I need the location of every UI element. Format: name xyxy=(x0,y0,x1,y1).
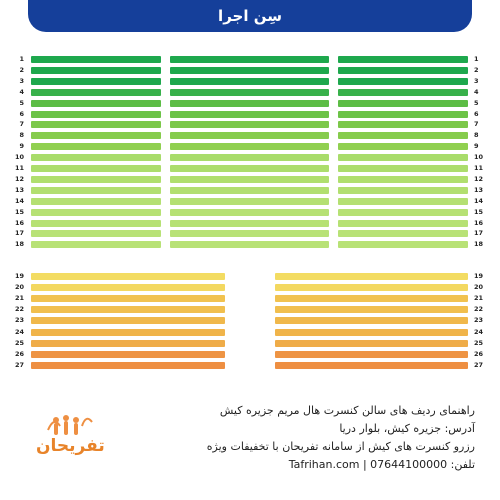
tafrihan-logo xyxy=(34,412,114,464)
seat-row-2-top-2[interactable] xyxy=(170,67,329,74)
row-number-left: 6 xyxy=(19,109,24,118)
seat-row-20-bottom-2[interactable] xyxy=(275,284,468,291)
info-block xyxy=(115,402,475,474)
seat-row-17-top-2[interactable] xyxy=(170,230,329,237)
row-number-left: 8 xyxy=(19,131,24,140)
seat-row-7-top-2[interactable] xyxy=(170,121,329,128)
seat-row-27-bottom-1[interactable] xyxy=(31,362,225,369)
seat-row-1-top-2[interactable] xyxy=(170,56,329,63)
seat-row-17-top-3[interactable] xyxy=(338,230,468,237)
seat-row-22-bottom-2[interactable] xyxy=(275,306,468,313)
row-number-right: 15 xyxy=(474,207,484,216)
seat-row-14-top-1[interactable] xyxy=(31,198,161,205)
row-number-left: 10 xyxy=(14,153,24,162)
row-number-right: 4 xyxy=(474,87,479,96)
seat-row-16-top-3[interactable] xyxy=(338,220,468,227)
seat-row-1-top-3[interactable] xyxy=(338,56,468,63)
row-number-left: 5 xyxy=(19,98,24,107)
row-number-left: 27 xyxy=(14,360,24,369)
row-number-left: 23 xyxy=(14,316,24,325)
row-number-right: 8 xyxy=(474,131,479,140)
seat-row-24-bottom-1[interactable] xyxy=(31,329,225,336)
seat-row-6-top-2[interactable] xyxy=(170,111,329,118)
row-number-left: 16 xyxy=(14,218,24,227)
row-number-right: 11 xyxy=(474,164,484,172)
seat-row-7-top-3[interactable] xyxy=(338,121,468,128)
seat-row-18-top-3[interactable] xyxy=(338,241,468,248)
seat-row-11-top-3[interactable] xyxy=(338,165,468,172)
row-number-right: 26 xyxy=(474,349,484,358)
row-number-right: 9 xyxy=(474,142,479,151)
seat-row-25-bottom-1[interactable] xyxy=(31,340,225,347)
row-number-left: 2 xyxy=(19,65,24,74)
row-number-right: 22 xyxy=(474,305,484,314)
seat-row-11-top-1[interactable] xyxy=(31,165,161,172)
row-number-right: 2 xyxy=(474,65,479,74)
row-number-right: 21 xyxy=(474,294,484,303)
seat-row-5-top-2[interactable] xyxy=(170,100,329,107)
seat-row-9-top-2[interactable] xyxy=(170,143,329,150)
seat-row-3-top-1[interactable] xyxy=(31,78,161,85)
row-number-right: 5 xyxy=(474,98,479,107)
info-line-title: راهنمای ردیف های سالن کنسرت هال مریم جزیره کیش xyxy=(219,404,475,417)
seat-row-14-top-2[interactable] xyxy=(170,198,329,205)
seat-row-19-bottom-2[interactable] xyxy=(275,273,468,280)
row-number-right: 14 xyxy=(474,196,484,205)
info-line-booking: رزرو کنسرت های کیش از سامانه تفریحان با تخفیفات ویژه xyxy=(206,440,475,453)
seat-row-5-top-1[interactable] xyxy=(31,100,161,107)
seat-row-27-bottom-2[interactable] xyxy=(275,362,468,369)
seat-row-7-top-1[interactable] xyxy=(31,121,161,128)
row-number-left: 19 xyxy=(14,272,24,280)
seat-row-26-bottom-1[interactable] xyxy=(31,351,225,358)
seat-row-13-top-3[interactable] xyxy=(338,187,468,194)
seat-row-18-top-2[interactable] xyxy=(170,241,329,248)
seat-row-26-bottom-2[interactable] xyxy=(275,351,468,358)
seat-row-16-top-2[interactable] xyxy=(170,220,329,227)
row-number-left: 25 xyxy=(14,338,24,347)
stage-label: سِن اجرا xyxy=(218,7,282,25)
seat-row-4-top-3[interactable] xyxy=(338,89,468,96)
row-number-left: 18 xyxy=(14,240,24,249)
seat-row-9-top-3[interactable] xyxy=(338,143,468,150)
seat-row-2-top-1[interactable] xyxy=(31,67,161,74)
row-number-right: 7 xyxy=(474,120,479,129)
info-line-address: آدرس: جزیره کیش، بلوار دریا xyxy=(339,422,475,435)
seat-row-10-top-2[interactable] xyxy=(170,154,329,161)
row-number-left: 3 xyxy=(19,76,24,85)
seat-row-21-bottom-1[interactable] xyxy=(31,295,225,302)
seat-row-17-top-1[interactable] xyxy=(31,230,161,237)
seat-row-24-bottom-2[interactable] xyxy=(275,329,468,336)
logo-text: تفریحان xyxy=(36,436,105,456)
row-number-right: 25 xyxy=(474,338,484,347)
seat-row-6-top-1[interactable] xyxy=(31,111,161,118)
row-number-left: 24 xyxy=(14,327,24,336)
row-number-right: 10 xyxy=(474,153,484,162)
seat-row-14-top-3[interactable] xyxy=(338,198,468,205)
row-number-right: 19 xyxy=(474,272,484,280)
seat-row-1-top-1[interactable] xyxy=(31,56,161,63)
seat-row-2-top-3[interactable] xyxy=(338,67,468,74)
seat-row-20-bottom-1[interactable] xyxy=(31,284,225,291)
seat-row-13-top-1[interactable] xyxy=(31,187,161,194)
seat-row-15-top-2[interactable] xyxy=(170,209,329,216)
row-number-right: 12 xyxy=(474,174,484,183)
seat-row-21-bottom-2[interactable] xyxy=(275,295,468,302)
seat-row-12-top-3[interactable] xyxy=(338,176,468,183)
seat-row-8-top-2[interactable] xyxy=(170,132,329,139)
seat-row-11-top-2[interactable] xyxy=(170,165,329,172)
row-number-right: 23 xyxy=(474,316,484,325)
row-number-left: 1 xyxy=(19,55,24,63)
row-number-left: 20 xyxy=(14,283,24,292)
row-number-right: 13 xyxy=(474,185,484,194)
seat-row-12-top-1[interactable] xyxy=(31,176,161,183)
row-number-right: 16 xyxy=(474,218,484,227)
seat-row-3-top-3[interactable] xyxy=(338,78,468,85)
seat-row-8-top-3[interactable] xyxy=(338,132,468,139)
row-number-left: 9 xyxy=(19,142,24,151)
seat-row-10-top-3[interactable] xyxy=(338,154,468,161)
row-number-right: 3 xyxy=(474,76,479,85)
seat-row-19-bottom-1[interactable] xyxy=(31,273,225,280)
seat-row-9-top-1[interactable] xyxy=(31,143,161,150)
stage-banner xyxy=(28,0,472,32)
seat-row-4-top-1[interactable] xyxy=(31,89,161,96)
seat-row-8-top-1[interactable] xyxy=(31,132,161,139)
row-number-right: 18 xyxy=(474,240,484,249)
seat-row-18-top-1[interactable] xyxy=(31,241,161,248)
row-number-left: 4 xyxy=(19,87,24,96)
row-number-right: 17 xyxy=(474,229,484,238)
seat-row-16-top-1[interactable] xyxy=(31,220,161,227)
seat-row-13-top-2[interactable] xyxy=(170,187,329,194)
row-number-right: 6 xyxy=(474,109,479,118)
seat-row-3-top-2[interactable] xyxy=(170,78,329,85)
seat-row-4-top-2[interactable] xyxy=(170,89,329,96)
row-number-right: 1 xyxy=(474,55,479,63)
row-number-left: 12 xyxy=(14,174,24,183)
seat-row-25-bottom-2[interactable] xyxy=(275,340,468,347)
seat-row-12-top-2[interactable] xyxy=(170,176,329,183)
seat-row-22-bottom-1[interactable] xyxy=(31,306,225,313)
seat-row-6-top-3[interactable] xyxy=(338,111,468,118)
row-number-left: 7 xyxy=(19,120,24,129)
row-number-right: 27 xyxy=(474,360,484,369)
seat-row-15-top-1[interactable] xyxy=(31,209,161,216)
row-number-left: 17 xyxy=(14,229,24,238)
row-number-left: 15 xyxy=(14,207,24,216)
row-number-left: 13 xyxy=(14,185,24,194)
row-number-left: 14 xyxy=(14,196,24,205)
row-number-right: 24 xyxy=(474,327,484,336)
seat-row-23-bottom-1[interactable] xyxy=(31,317,225,324)
row-number-left: 21 xyxy=(14,294,24,303)
seat-row-10-top-1[interactable] xyxy=(31,154,161,161)
row-number-right: 20 xyxy=(474,283,484,292)
row-number-left: 26 xyxy=(14,349,24,358)
seat-row-23-bottom-2[interactable] xyxy=(275,317,468,324)
seat-row-15-top-3[interactable] xyxy=(338,209,468,216)
info-line-contact: تلفن: 07644100000 | Tafrihan.com xyxy=(288,458,475,471)
seat-row-5-top-3[interactable] xyxy=(338,100,468,107)
row-number-left: 22 xyxy=(14,305,24,314)
row-number-left: 11 xyxy=(14,164,24,172)
